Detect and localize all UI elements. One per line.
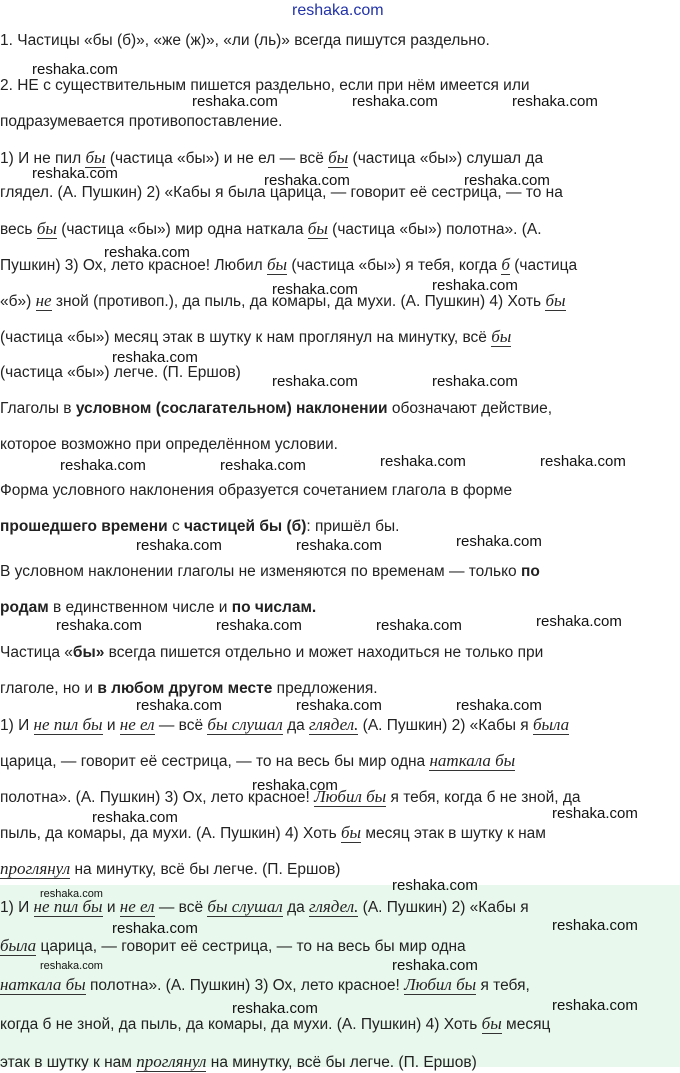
theory-line bbox=[0, 481, 680, 501]
text-segment: да bbox=[282, 717, 310, 734]
text-segment: да bbox=[282, 899, 310, 916]
particle-highlight: бы bbox=[307, 219, 328, 238]
predicate-underline: проглянул bbox=[136, 1052, 206, 1073]
bold-term: по bbox=[520, 563, 540, 580]
predicate-underline: наткала бы bbox=[429, 751, 515, 772]
rule-2-line-1: 2. НЕ с существительным пишется раздельно, если при нём имеется или bbox=[0, 77, 530, 94]
example-particles-line bbox=[0, 219, 680, 240]
particle-highlight: бы bbox=[267, 255, 288, 274]
text-segment: (А. Пушкин) 2) «Кабы я bbox=[358, 717, 533, 734]
text-segment: и bbox=[102, 899, 120, 916]
predicate-underline: бы bbox=[341, 823, 361, 844]
bold-term: по числам. bbox=[231, 599, 317, 616]
text-segment: я тебя, bbox=[476, 977, 530, 994]
example-parsed-repeat-line bbox=[0, 975, 680, 996]
watermark-text: reshaka.com bbox=[456, 533, 542, 550]
predicate-underline: бы bbox=[482, 1014, 502, 1035]
text-segment: Пушкин) 3) Ох, лето красное! Любил bbox=[0, 257, 267, 274]
text-segment: Глаголы в bbox=[0, 400, 76, 417]
theory-line bbox=[0, 679, 680, 699]
example-parsed-line bbox=[0, 859, 680, 880]
watermark-text: reshaka.com bbox=[512, 93, 598, 110]
predicate-underline: не ел bbox=[120, 715, 155, 736]
watermark-text: reshaka.com bbox=[252, 777, 338, 794]
text-segment: обозначают действие, bbox=[387, 400, 553, 417]
watermark-text: reshaka.com bbox=[536, 613, 622, 630]
text-segment: — всё bbox=[154, 717, 208, 734]
predicate-underline: была bbox=[0, 936, 36, 957]
text-segment: (частица «бы») легче. (П. Ершов) bbox=[0, 364, 241, 381]
watermark-text: reshaka.com bbox=[40, 888, 103, 900]
bold-term: в любом другом месте bbox=[97, 680, 273, 697]
watermark-text: reshaka.com bbox=[56, 617, 142, 634]
text-segment: царица, — говорит её сестрица, — то на весь бы мир одна bbox=[36, 938, 466, 955]
example-parsed-line bbox=[0, 715, 680, 736]
watermark-text: reshaka.com bbox=[376, 617, 462, 634]
watermark-text: reshaka.com bbox=[552, 997, 638, 1014]
text-segment: (частица «бы») мир одна наткала bbox=[56, 221, 308, 238]
watermark-text: reshaka.com bbox=[296, 537, 382, 554]
predicate-underline: бы слушал bbox=[207, 897, 282, 918]
predicate-underline: бы слушал bbox=[207, 715, 282, 736]
theory-line bbox=[0, 399, 680, 419]
theory-line bbox=[0, 435, 680, 455]
watermark-text: reshaka.com bbox=[392, 877, 478, 894]
example-parsed-line bbox=[0, 823, 680, 844]
watermark-text: reshaka.com bbox=[232, 1000, 318, 1017]
example-particles-line bbox=[0, 327, 680, 348]
predicate-underline: Любил бы bbox=[314, 787, 386, 808]
watermark-text: reshaka.com bbox=[464, 172, 550, 189]
bold-term: частицей бы (б) bbox=[184, 518, 307, 535]
watermark-text: reshaka.com bbox=[192, 93, 278, 110]
text-segment: (А. Пушкин) 2) «Кабы я bbox=[358, 899, 529, 916]
text-segment: (частица «бы») полотна». (А. bbox=[327, 221, 542, 238]
theory-line bbox=[0, 643, 680, 663]
watermark-text: reshaka.com bbox=[220, 457, 306, 474]
text-segment: месяц этак в шутку к нам bbox=[361, 825, 546, 842]
predicate-underline: глядел. bbox=[309, 897, 358, 918]
bold-term: бы» bbox=[72, 644, 105, 661]
watermark-text: reshaka.com bbox=[272, 373, 358, 390]
predicate-underline: наткала бы bbox=[0, 975, 86, 996]
text-segment: весь bbox=[0, 221, 37, 238]
watermark-text: reshaka.com bbox=[392, 957, 478, 974]
watermark-text: reshaka.com bbox=[136, 697, 222, 714]
text-segment: зной (противоп.), да пыль, да комары, да мухи. (А. Пушкин) 4) Хоть bbox=[51, 293, 546, 310]
theory-line bbox=[0, 562, 680, 582]
text-segment: (частица bbox=[509, 257, 578, 274]
particle-highlight: бы bbox=[36, 219, 57, 238]
particle-highlight: бы bbox=[85, 148, 106, 167]
text-segment: царица, — говорит её сестрица, — то на весь бы мир одна bbox=[0, 753, 430, 770]
theory-line bbox=[0, 517, 680, 537]
text-segment: — всё bbox=[154, 899, 208, 916]
text-segment: глаголе, но и bbox=[0, 680, 98, 697]
text-segment: этак в шутку к нам bbox=[0, 1054, 137, 1071]
example-parsed-line bbox=[0, 751, 680, 772]
watermark-text: reshaka.com bbox=[136, 537, 222, 554]
text-segment: в единственном числе и bbox=[48, 599, 232, 616]
watermark-text: reshaka.com bbox=[112, 920, 198, 937]
predicate-underline: проглянул bbox=[0, 859, 70, 880]
watermark-text: reshaka.com bbox=[540, 453, 626, 470]
watermark-text: reshaka.com bbox=[292, 2, 384, 19]
bold-term: условном (сослагательном) наклонении bbox=[75, 400, 388, 417]
rule-2-line-2: подразумевается противопоставление. bbox=[0, 113, 283, 130]
predicate-underline: не ел bbox=[120, 897, 155, 918]
text-segment: предложения. bbox=[272, 680, 378, 697]
predicate-underline: Любил бы bbox=[404, 975, 476, 996]
example-particles-line bbox=[0, 255, 680, 276]
watermark-text: reshaka.com bbox=[272, 281, 358, 298]
predicate-underline: не пил бы bbox=[34, 715, 103, 736]
example-parsed-repeat-line bbox=[0, 1052, 680, 1073]
text-segment: полотна». (А. Пушкин) 3) Ох, лето красное! bbox=[0, 789, 315, 806]
text-segment: всегда пишется отдельно и может находиться не только при bbox=[104, 644, 544, 661]
watermark-text: reshaka.com bbox=[432, 373, 518, 390]
watermark-text: reshaka.com bbox=[104, 244, 190, 261]
particle-highlight: б bbox=[501, 255, 510, 274]
bold-term: прошедшего времени bbox=[0, 518, 168, 535]
text-segment: и bbox=[102, 717, 120, 734]
watermark-text: reshaka.com bbox=[216, 617, 302, 634]
watermark-text: reshaka.com bbox=[552, 805, 638, 822]
watermark-text: reshaka.com bbox=[352, 93, 438, 110]
bold-term: родам bbox=[0, 599, 49, 616]
example-parsed-repeat-line bbox=[0, 1014, 680, 1035]
text-segment: которое возможно при определённом условии. bbox=[0, 436, 338, 453]
text-segment: 1) И не пил bbox=[0, 150, 86, 167]
text-segment: на минутку, всё бы легче. (П. Ершов) bbox=[206, 1054, 477, 1071]
text-segment: : пришёл бы. bbox=[306, 518, 400, 535]
text-segment: пыль, да комары, да мухи. (А. Пушкин) 4) Хоть bbox=[0, 825, 341, 842]
watermark-text: reshaka.com bbox=[40, 960, 103, 972]
text-segment: (частица «бы») месяц этак в шутку к нам проглянул на минутку, всё bbox=[0, 329, 492, 346]
watermark-text: reshaka.com bbox=[552, 917, 638, 934]
watermark-text: reshaka.com bbox=[32, 61, 118, 78]
text-segment: (частица «бы») слушал да bbox=[348, 150, 544, 167]
text-segment: полотна». (А. Пушкин) 3) Ох, лето красное! bbox=[85, 977, 405, 994]
watermark-text: reshaka.com bbox=[60, 457, 146, 474]
particle-highlight: бы bbox=[491, 327, 512, 346]
watermark-text: reshaka.com bbox=[112, 349, 198, 366]
predicate-underline: глядел. bbox=[309, 715, 358, 736]
watermark-text: reshaka.com bbox=[380, 453, 466, 470]
particle-highlight: не bbox=[35, 291, 52, 310]
text-segment: глядел. (А. Пушкин) 2) «Кабы я была царица, — говорит её сестрица, — то на bbox=[0, 184, 563, 201]
text-segment: на минутку, всё бы легче. (П. Ершов) bbox=[70, 861, 341, 878]
text-segment: 1) И bbox=[0, 717, 34, 734]
text-segment: с bbox=[167, 518, 185, 535]
predicate-underline: не пил бы bbox=[34, 897, 103, 918]
example-parsed-repeat-line bbox=[0, 936, 680, 957]
example-parsed-repeat-line bbox=[0, 897, 680, 918]
text-segment: «б») bbox=[0, 293, 36, 310]
watermark-text: reshaka.com bbox=[32, 165, 118, 182]
text-segment: я тебя, когда б не зной, да bbox=[386, 789, 581, 806]
text-segment: Частица « bbox=[0, 644, 73, 661]
text-segment: В условном наклонении глаголы не изменяются по временам — только bbox=[0, 563, 521, 580]
text-segment: месяц bbox=[501, 1016, 551, 1033]
particle-highlight: бы bbox=[545, 291, 566, 310]
watermark-text: reshaka.com bbox=[432, 277, 518, 294]
watermark-text: reshaka.com bbox=[456, 697, 542, 714]
text-segment: (частица «бы») и не ел — всё bbox=[105, 150, 329, 167]
particle-highlight: бы bbox=[328, 148, 349, 167]
text-segment: когда б не зной, да пыль, да комары, да мухи. (А. Пушкин) 4) Хоть bbox=[0, 1016, 482, 1033]
watermark-text: reshaka.com bbox=[296, 697, 382, 714]
watermark-text: reshaka.com bbox=[92, 809, 178, 826]
rule-1: 1. Частицы «бы (б)», «же (ж)», «ли (ль)» всегда пишутся раздельно. bbox=[0, 32, 490, 49]
text-segment: Форма условного наклонения образуется сочетанием глагола в форме bbox=[0, 482, 513, 499]
predicate-underline: была bbox=[533, 715, 569, 736]
text-segment: 1) И bbox=[0, 899, 34, 916]
text-segment: (частица «бы») я тебя, когда bbox=[287, 257, 502, 274]
watermark-text: reshaka.com bbox=[264, 172, 350, 189]
